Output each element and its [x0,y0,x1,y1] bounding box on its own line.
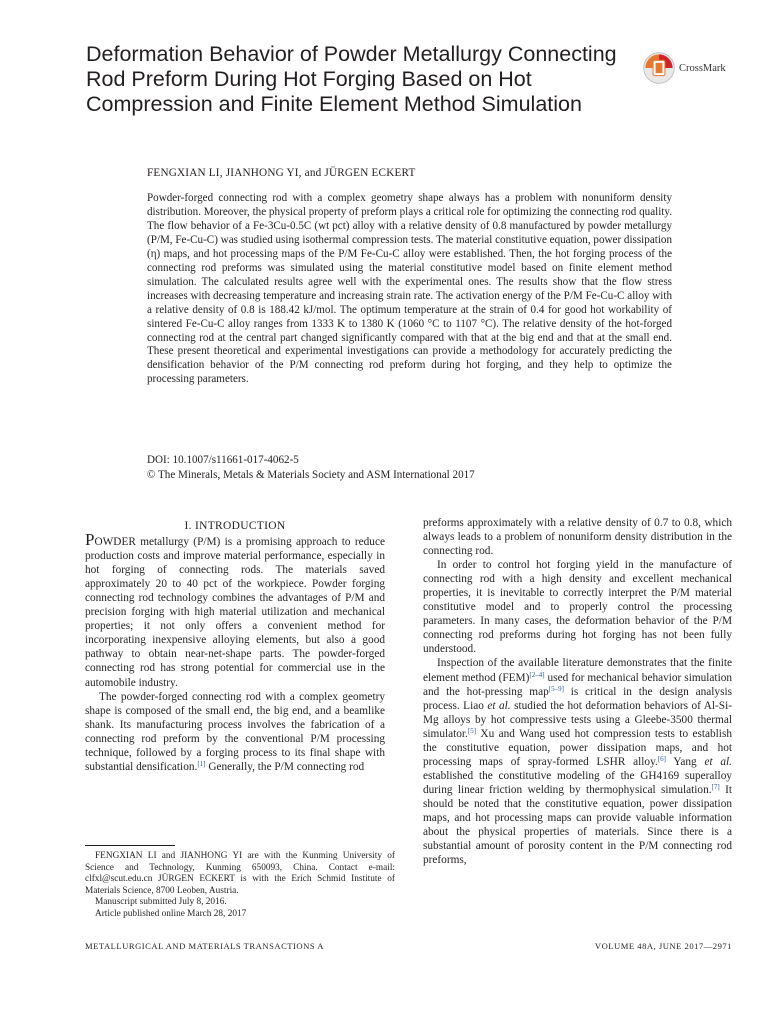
citation-link[interactable]: [5] [467,726,477,735]
crossmark-icon [642,51,676,85]
intro-paragraph-3: preforms approximately with a relative density of 0.7 to 0.8, which always leads to a problem of nonuniform density distribution in the connecting rod. [423,517,732,558]
abstract: Powder-forged connecting rod with a complex geometry shape always has a problem with nonuniform density distribution. Moreover, the physical property of preform plays a critical role for optimizing the connecting rod quality. The flow behavior of a Fe-3Cu-0.5C (wt pct) alloy with a relative density of 0.8 manufactured by powder metallurgy (P/M, Fe-Cu-C) was studied using isothermal compression tests. The material constitutive equation, power dissipation (η) maps, and hot processing maps of the P/M Fe-Cu-C alloy were established. Then, the hot forging process of the connecting rod preforms was simulated using the material constitutive model based on finite element method simulation. The calculated results agree well with the experimental ones. The results show that the flow stress increases with decreasing temperature and increasing strain rate. The activation energy of the P/M Fe-Cu-C alloy with a relative density of 0.8 is 188.42 kJ/mol. The optimum temperature at the strain of 0.4 for good hot workability of sintered Fe-Cu-C alloy ranges from 1333 K to 1380 K (1060 °C to 1107 °C). The relative density of the hot-forged connecting rod at the central part changed significantly compared with that at the big end and that at the small end. These present theoretical and experimental investigations can provide a methodology for accurately predicting the densification behavior of the P/M connecting rod preform during hot forging, and they help to optimize the processing parameters. [147,192,672,386]
paper-title: Deformation Behavior of Powder Metallurgy Connecting Rod Preform During Hot Forging Based on Hot Compression and Finite Element Method Simulation [86,42,617,116]
volume-page-footer: VOLUME 48A, JUNE 2017—2971 [594,941,732,951]
crossmark-label: CrossMark [679,62,726,74]
author-list: FENGXIAN LI, JIANHONG YI, and JÜRGEN ECKERT [147,167,416,179]
section-heading-introduction: I. INTRODUCTION [184,520,286,532]
intro-paragraph-4: In order to control hot forging yield in the manufacture of connecting rod with a high density and excellent mechanical properties, it is inevitable to correctly interpret the P/M material constitutive model and to properly control the processing parameters. In many cases, the deformation behavior of the P/M connecting rod preforms during hot forging has not been fully understood. [423,559,732,656]
dropcap-continuation: OWDER [94,536,136,549]
copyright-notice: © The Minerals, Metals & Materials Society and ASM International 2017 [147,469,475,481]
footnote-published: Article published online March 28, 2017 [95,908,247,919]
citation-link[interactable]: [1] [197,759,206,768]
intro-paragraph-1: POWDER metallurgy (P/M) is a promising approach to reduce production costs and improve material performance, especially in hot forging of connecting rods. The materials saved approximately 20 to 40 pct of the workpiece. Powder forging connecting rod technology combines the advantages of P/M and precision forging with high material utilization and mechanical properties; it not only offers a convenient method for incorporating inexpensive alloying elements, but also a good pathway to obtain near-net-shape parts. The powder-forged connecting rod has strong potential for commercial use in the automobile industry. [85,530,385,689]
intro-paragraph-5: Inspection of the available literature demonstrates that the finite element method (FEM)[2–4] used for mechanical behavior simulation and the hot-pressing map[5–9] is critical in the design analysis process. Liao et al. studied the hot deformation behaviors of Al-Si-Mg alloys by hot compressive tests using a Gleebe-3500 thermal simulator.[5] Xu and Wang used hot compression tests to establish the constitutive equation, power dissipation maps, and hot processing maps of spray-formed LSHR alloy.[6] Yang et al. established the constitutive modeling of the GH4169 superalloy during linear friction welding by thermophysical simulation.[7] It should be noted that the constitutive equation, power dissipation maps, and hot processing maps can provide valuable information about the physical properties of materials. Since there is a substantial amount of porosity content in the P/M connecting rod preforms, [423,657,733,867]
footnote-divider [85,845,175,846]
doi-link[interactable]: DOI: 10.1007/s11661-017-4062-5 [147,454,299,466]
footnote-submitted: Manuscript submitted July 8, 2016. [95,897,227,907]
citation-link[interactable]: [5–9] [548,684,564,693]
dropcap: P [85,530,95,550]
journal-name-footer: METALLURGICAL AND MATERIALS TRANSACTIONS A [85,941,324,951]
citation-link[interactable]: [7] [711,782,720,791]
crossmark-badge[interactable] [642,50,737,86]
citation-link[interactable]: [2–4] [529,670,545,679]
citation-link[interactable]: [6] [657,754,666,763]
right-column [423,516,732,867]
footnote-affiliations: FENGXIAN LI and JIANHONG YI are with the Kunming University of Science and Technology, Kunming 650093, China. Contact e-mail: clfxl@scut.edu.cn JÜRGEN ECKERT is with the Erich Schmid Institute of Materials Science, 8700 Leoben, Austria. [85,851,395,896]
intro-paragraph-2: The powder-forged connecting rod with a complex geometry shape is composed of the small end, the big end, and a beamlike shank. Its manufacturing process involves the fabrication of a connecting rod preform by the conventional P/M processing technique, followed by a forging process to its final shape with substantial densification.[1] Generally, the P/M connecting rod [85,690,385,773]
left-column [85,519,385,774]
author-affiliation-footnote [85,851,395,920]
